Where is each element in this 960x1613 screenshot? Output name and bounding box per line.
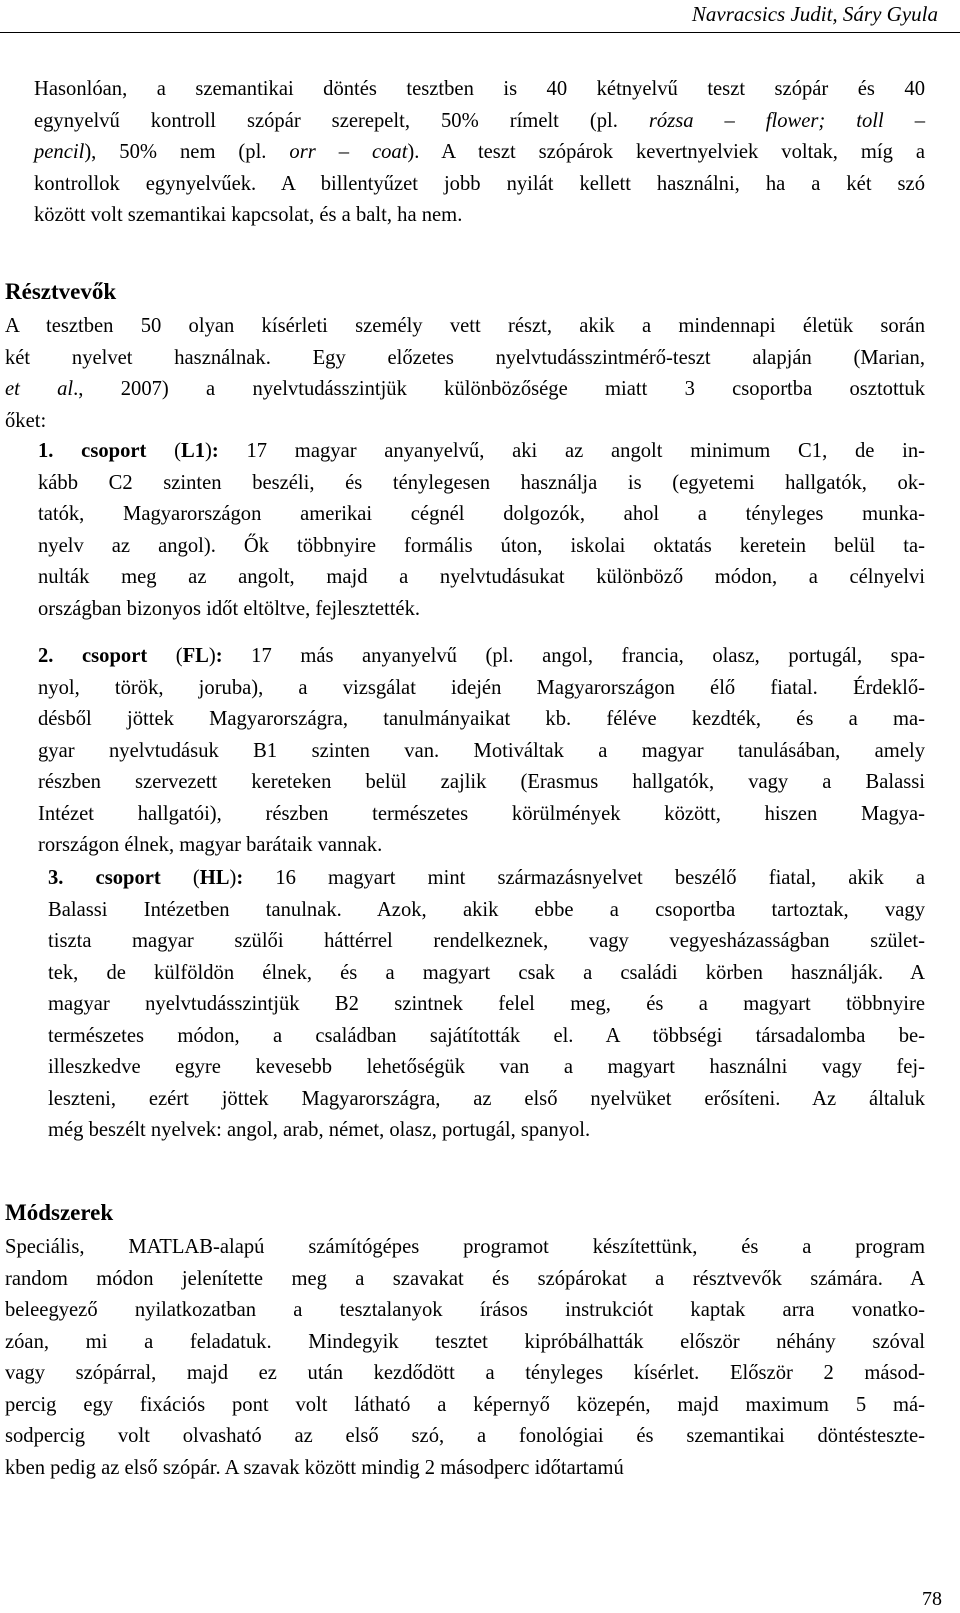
text-line: nulták meg az angolt, majd a nyelvtudásukat különböző módon, a célnyelvi [38, 566, 925, 588]
text-line: 1. csoport (L1): 17 magyar anyanyelvű, aki az angolt minimum C1, de in- [38, 440, 925, 462]
text-line: random módon jelenítette meg a szavakat és szópárokat a résztvevők számára. A [5, 1267, 925, 1290]
text-line: még beszélt nyelvek: angol, arab, német, olasz, portugál, spanyol. [48, 1119, 591, 1141]
text-line: zóan, mi a feladatuk. Mindegyik tesztet kipróbálhatták először néhány szóval [5, 1330, 925, 1353]
group-2-paragraph [38, 641, 925, 862]
text-line: kben pedig az első szópár. A szavak között mindig 2 másodperc időtartamú [5, 1456, 624, 1479]
bold-text: : [215, 645, 223, 667]
header-rule [0, 32, 960, 33]
text-line: beleegyező nyilatkozatban a tesztalanyok írásos instrukciót kaptak arra vonatko- [5, 1299, 925, 1321]
italic-text: rózsa – flower; toll – [648, 109, 925, 132]
text-line: nyol, török, joruba), a vizsgálat idején Magyarországon élő fiatal. Érdeklő- [38, 676, 925, 699]
group-1-paragraph [38, 436, 925, 625]
text-line: leszteni, ezért jöttek Magyarországra, az első nyelvüket erősíteni. Az általuk [48, 1087, 925, 1110]
text-line: kontrollok egynyelvűek. A billentyűzet jobb nyilát kellett használni, ha a két szó [34, 172, 925, 195]
group-3-paragraph [48, 863, 925, 1147]
text-line: tek, de külföldön élnek, és a magyart csak a családi körben használják. A [48, 961, 925, 984]
text-line: kább C2 szinten beszéli, és ténylegesen használja is (egyetemi hallgatók, ok- [38, 471, 925, 494]
intro-paragraph [34, 74, 925, 232]
bold-text: HL [199, 867, 230, 889]
bold-text: 1. csoport [38, 440, 147, 462]
text-line: őket: [5, 409, 47, 432]
bold-text: 2. csoport [38, 645, 148, 667]
text-line: egynyelvű kontroll szópár szerepelt, 50% rímelt (pl. rózsa – flower; toll – [34, 109, 925, 132]
italic-text: pencil [34, 141, 85, 163]
text-line: gyar nyelvtudásuk B1 szinten van. Motiváltak a magyar tanulásában, amely [38, 739, 925, 762]
text-line: természetes módon, a családban sajátították el. A többségi társadalomba be- [48, 1024, 925, 1047]
text-line: rországon élnek, magyar barátaik vannak. [38, 834, 383, 856]
text-line: között volt szemantikai kapcsolat, és a balt, ha nem. [34, 204, 463, 226]
bold-text: L1 [180, 440, 206, 462]
text-line: et al., 2007) a nyelvtudásszintjük különbözősége miatt 3 csoportba osztottuk [5, 378, 925, 400]
text-line: illeszkedve egyre kevesebb lehetőségük van a magyart használni vagy fej- [48, 1056, 925, 1078]
text-line: Balassi Intézetben tanulnak. Azok, akik ebbe a csoportba tartoztak, vagy [48, 898, 925, 921]
text-line: nyelv az angol). Ők többnyire formális úton, iskolai oktatás keretein belül ta- [38, 534, 925, 557]
text-line: percig egy fixációs pont volt látható a képernyő közepén, majd maximum 5 má- [5, 1393, 925, 1416]
text-line: pencil), 50% nem (pl. orr – coat). A teszt szópárok kevertnyelviek voltak, míg a [34, 141, 925, 163]
text-line: Intézet hallgatói), részben természetes körülmények között, hiszen Magya- [38, 802, 925, 825]
text-line: désből jöttek Magyarországra, tanulmányaikat kb. féléve kezdték, és a ma- [38, 708, 925, 730]
bold-text: : [236, 867, 244, 889]
text-line: A tesztben 50 olyan kísérleti személy vett részt, akik a mindennapi életük során [5, 315, 925, 337]
text-line: Speciális, MATLAB-alapú számítógépes programot készítettünk, és a program [5, 1236, 925, 1258]
bold-text: 3. csoport [48, 867, 161, 889]
text-line: magyar nyelvtudásszintjük B2 szintnek felel meg, és a magyart többnyire [48, 993, 925, 1015]
bold-text: : [211, 440, 219, 462]
italic-text: et al [5, 378, 74, 400]
bold-text: FL [182, 645, 209, 667]
text-line: 3. csoport (HL): 16 magyart mint származásnyelvet beszélő fiatal, akik a [48, 867, 925, 889]
text-line: tatók, Magyarországon amerikai cégnél dolgozók, ahol a tényleges munka- [38, 503, 925, 525]
text-line: részben szervezett kereteken belül zajlik (Erasmus hallgatók, vagy a Balassi [38, 771, 925, 793]
text-line: két nyelvet használnak. Egy előzetes nyelvtudásszintmérő-teszt alapján (Marian, [5, 346, 925, 369]
methods-heading: Módszerek [5, 1200, 114, 1225]
text-line: tiszta magyar szülői háttérrel rendelkeznek, vagy vegyesházasságban szület- [48, 930, 925, 952]
running-head: Navracsics Judit, Sáry Gyula [691, 2, 938, 26]
page-number: 78 [922, 1588, 942, 1610]
text-line: vagy szópárral, majd ez után kezdődött a tényleges kísérlet. Először 2 másod- [5, 1362, 925, 1384]
italic-text: orr – coat [289, 141, 408, 163]
participants-heading: Résztvevők [5, 279, 117, 304]
text-line: országban bizonyos időt eltöltve, fejlesztették. [38, 597, 421, 620]
text-line: 2. csoport (FL): 17 más anyanyelvű (pl. angol, francia, olasz, portugál, spa- [38, 645, 925, 667]
methods-paragraph [5, 1232, 925, 1484]
text-line: sodpercig volt olvasható az első szó, a fonológiai és szemantikai döntésteszte- [5, 1425, 925, 1447]
participants-paragraph [5, 311, 925, 437]
text-line: Hasonlóan, a szemantikai döntés tesztben is 40 kétnyelvű teszt szópár és 40 [34, 78, 925, 100]
